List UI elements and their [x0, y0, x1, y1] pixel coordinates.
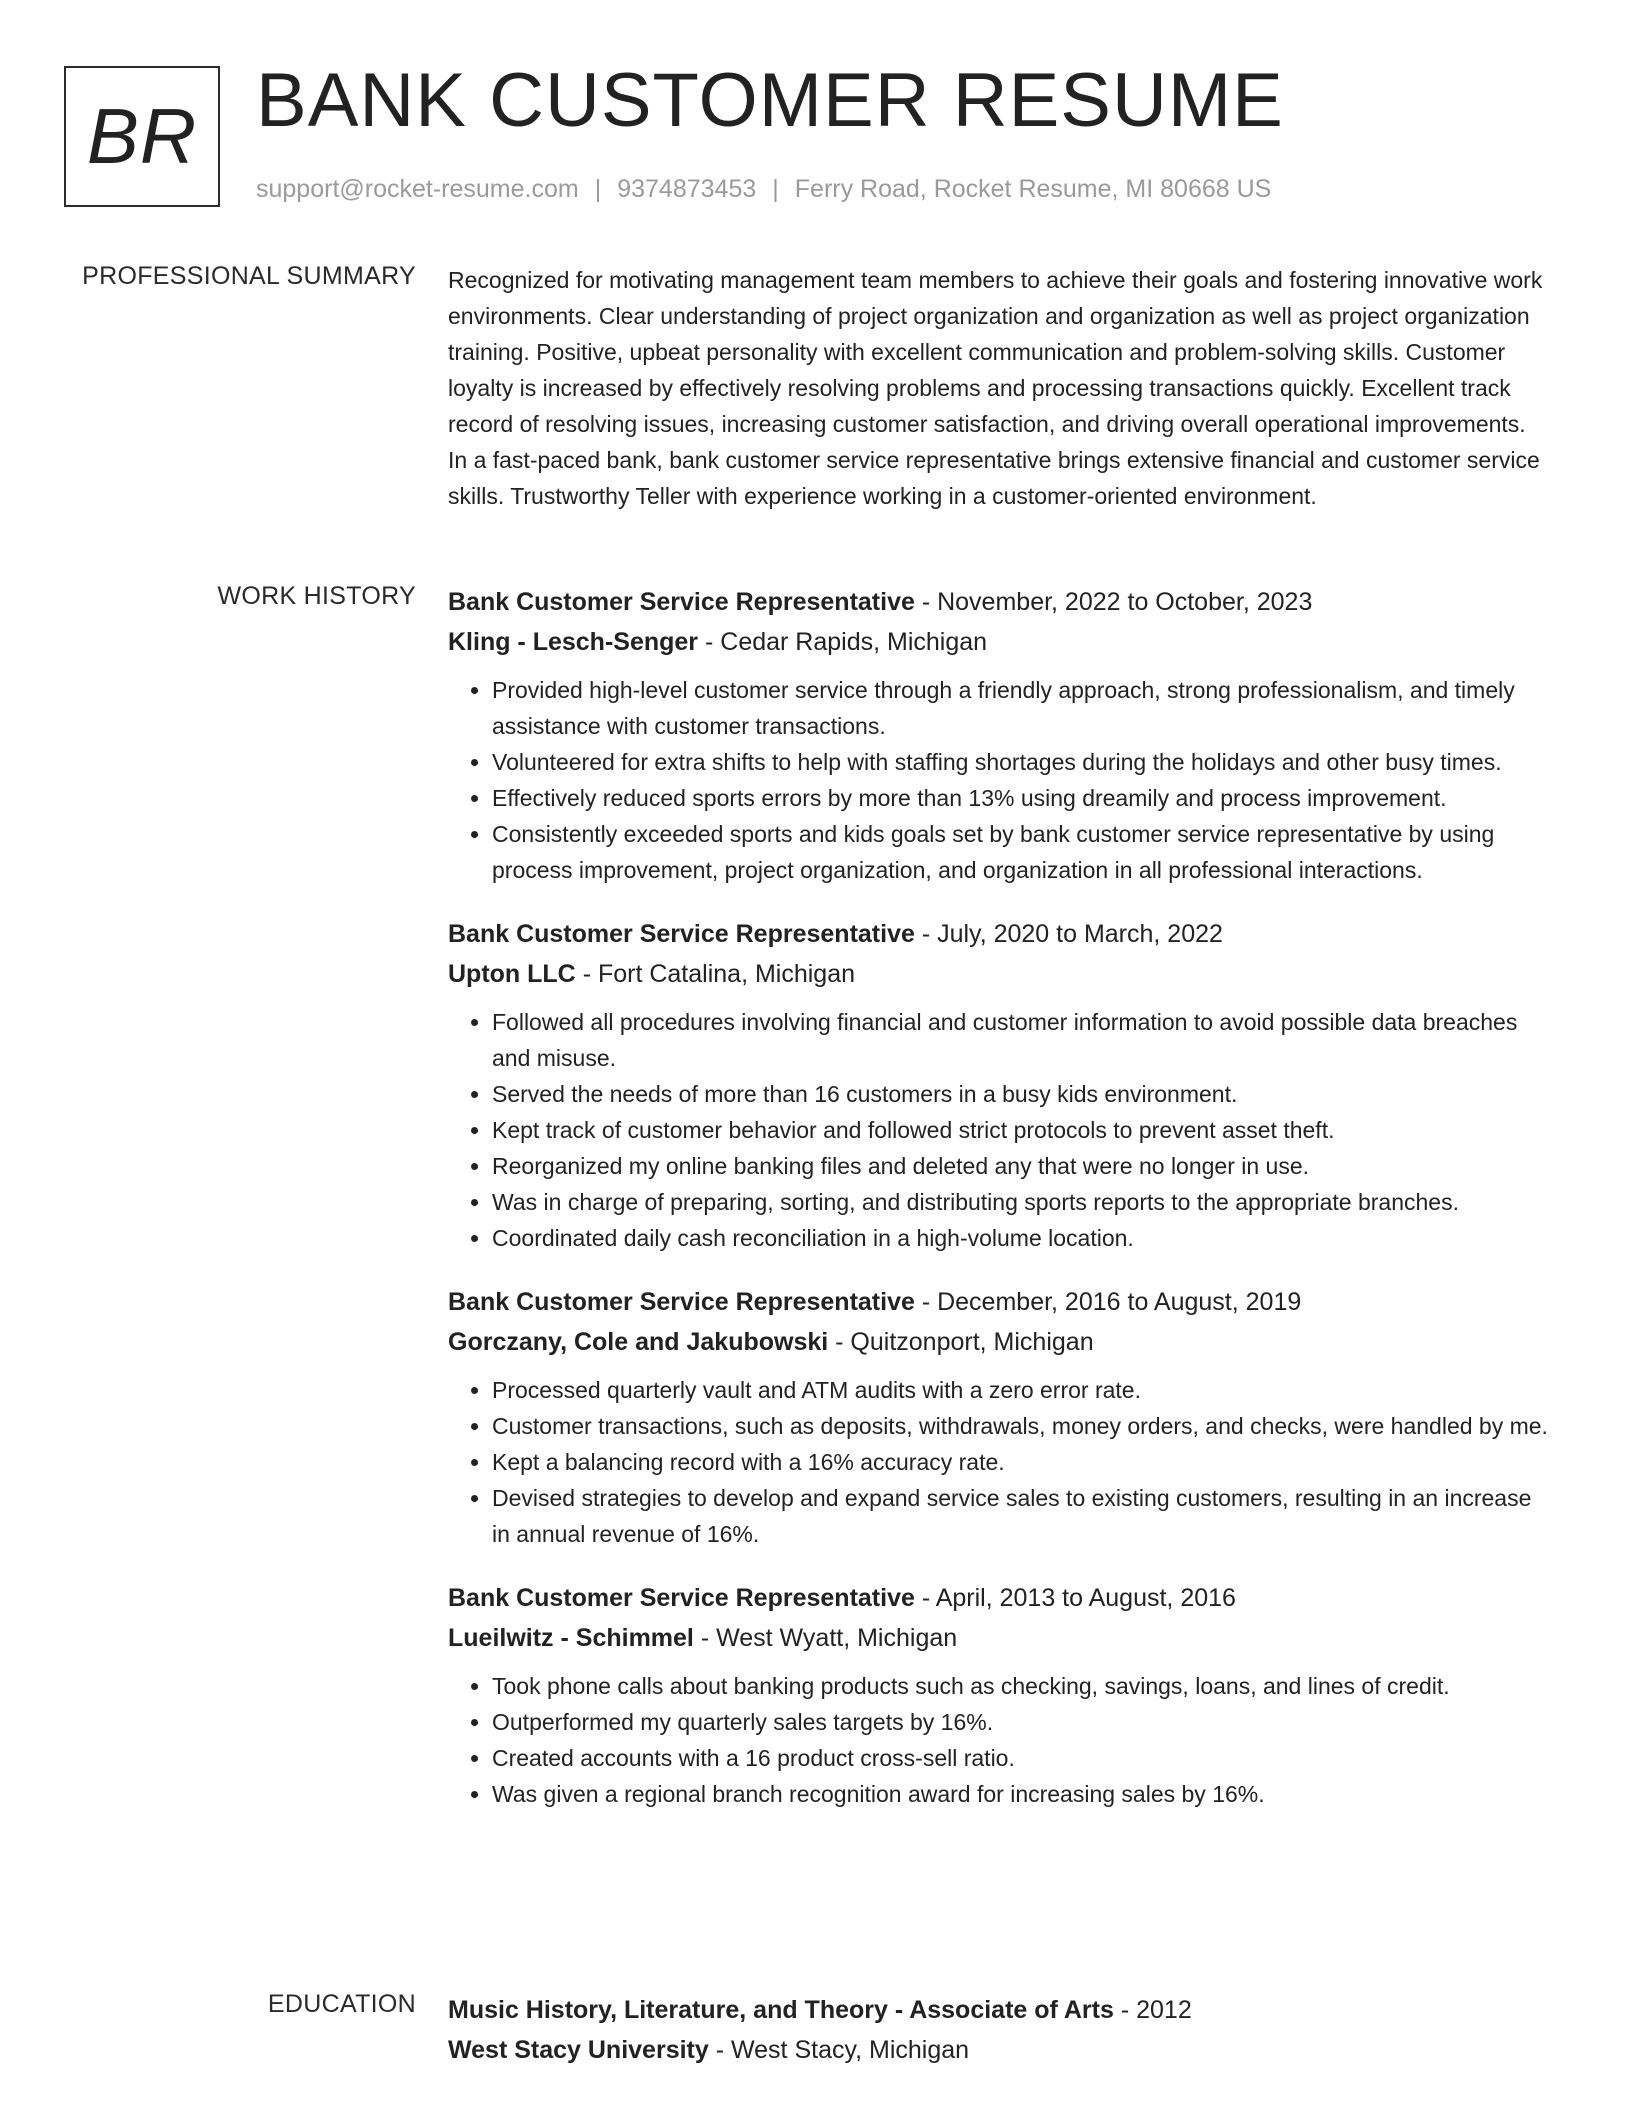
job-dates: - April, 2013 to August, 2016 [921, 1584, 1236, 1612]
job-title: Bank Customer Service Representative [448, 588, 915, 616]
job-company: Gorczany, Cole and Jakubowski [448, 1328, 829, 1356]
job-bullets [448, 1372, 1548, 1552]
job-company-line [448, 1322, 1548, 1362]
education-degree-line [448, 1990, 1548, 2030]
job-bullet: • Served the needs of more than 16 customers in a busy kids environment. [492, 1076, 1548, 1112]
job-bullets [448, 672, 1548, 888]
job-bullets [448, 1668, 1548, 1812]
section-label-education: EDUCATION [267, 1990, 416, 2018]
job-bullet: • Followed all procedures involving financial and customer information to avoid possible data breaches and misuse. [492, 1004, 1548, 1076]
job-title-line [448, 1578, 1548, 1618]
job-bullet: • Outperformed my quarterly sales targets by 16%. [492, 1704, 1548, 1740]
job-title: Bank Customer Service Representative [448, 1584, 915, 1612]
job-entry [448, 1578, 1548, 1812]
job-company-line [448, 954, 1548, 994]
job-dates: - July, 2020 to March, 2022 [921, 920, 1223, 948]
job-bullet: • Reorganized my online banking files and deleted any that were no longer in use. [492, 1148, 1548, 1184]
job-entry [448, 914, 1548, 1256]
contact-line [256, 175, 1271, 204]
job-bullet: • Was given a regional branch recognition award for increasing sales by 16%. [492, 1776, 1548, 1812]
education-year: - 2012 [1120, 1996, 1192, 2024]
job-bullet: • Kept track of customer behavior and followed strict protocols to prevent asset theft. [492, 1112, 1548, 1148]
monogram-badge: BR [64, 66, 220, 207]
job-location: - Cedar Rapids, Michigan [705, 628, 988, 656]
job-bullets [448, 1004, 1548, 1256]
contact-address: Ferry Road, Rocket Resume, MI 80668 US [794, 175, 1272, 203]
contact-separator: | [594, 175, 602, 203]
job-bullet: • Consistently exceeded sports and kids goals set by bank customer service representative by using process improvement, project organization, and organization in all professional interactions. [492, 816, 1548, 888]
job-title: Bank Customer Service Representative [448, 920, 915, 948]
job-company: Upton LLC [448, 960, 576, 988]
section-label-work-history: WORK HISTORY [217, 582, 416, 610]
education-school-line [448, 2030, 1548, 2070]
job-company-line [448, 1618, 1548, 1658]
job-title-line [448, 1282, 1548, 1322]
job-dates: - December, 2016 to August, 2019 [921, 1288, 1302, 1316]
job-bullet: • Was in charge of preparing, sorting, and distributing sports reports to the appropriate branches. [492, 1184, 1548, 1220]
job-bullet: • Took phone calls about banking products such as checking, savings, loans, and lines of credit. [492, 1668, 1548, 1704]
summary-text: Recognized for motivating management team members to achieve their goals and fostering innovative work environments. Clear understanding of project organization and organization as well as project organization training. Positive, upbeat personality with excellent communication and problem-solving skills. Customer loyalty is increased by effectively resolving problems and processing transactions quickly. Excellent track record of resolving issues, increasing customer satisfaction, and driving overall operational improvements. In a fast-paced bank, bank customer service representative brings extensive financial and customer service skills. Trustworthy Teller with experience working in a customer-oriented environment. [448, 267, 1543, 509]
education-location: - West Stacy, Michigan [715, 2036, 970, 2064]
education-school: West Stacy University [448, 2036, 709, 2064]
job-location: - Quitzonport, Michigan [835, 1328, 1094, 1356]
job-bullet: • Processed quarterly vault and ATM audits with a zero error rate. [492, 1372, 1548, 1408]
contact-phone[interactable]: 9374873453 [617, 175, 757, 203]
job-company: Kling - Lesch-Senger [448, 628, 699, 656]
contact-separator: | [772, 175, 779, 203]
contact-email[interactable]: support@rocket-resume.com [256, 175, 579, 203]
job-location: - Fort Catalina, Michigan [582, 960, 856, 988]
job-company: Lueilwitz - Schimmel [448, 1624, 694, 1652]
job-bullet: • Kept a balancing record with a 16% accuracy rate. [492, 1444, 1548, 1480]
job-title: Bank Customer Service Representative [448, 1288, 915, 1316]
job-bullet: • Volunteered for extra shifts to help with staffing shortages during the holidays and other busy times. [492, 744, 1548, 780]
job-entry [448, 582, 1548, 888]
education-degree: Music History, Literature, and Theory - Associate of Arts [448, 1996, 1114, 2024]
job-bullet: • Coordinated daily cash reconciliation in a high-volume location. [492, 1220, 1548, 1256]
job-bullet: • Devised strategies to develop and expand service sales to existing customers, resulting in an increase in annual revenue of 16%. [492, 1480, 1548, 1552]
job-title-line [448, 582, 1548, 622]
job-location: - West Wyatt, Michigan [700, 1624, 958, 1652]
job-entry [448, 1282, 1548, 1552]
section-label-summary: PROFESSIONAL SUMMARY [82, 262, 416, 290]
job-dates: - November, 2022 to October, 2023 [921, 588, 1313, 616]
job-title-line [448, 914, 1548, 954]
resume-title: BANK CUSTOMER RESUME [256, 58, 1284, 143]
job-bullet: • Effectively reduced sports errors by more than 13% using dreamily and process improvement. [492, 780, 1548, 816]
work-history-list [448, 582, 1548, 1838]
job-company-line [448, 622, 1548, 662]
job-bullet: • Customer transactions, such as deposits, withdrawals, money orders, and checks, were handled by me. [492, 1408, 1548, 1444]
job-bullet: • Provided high-level customer service through a friendly approach, strong professionalism, and timely assistance with customer transactions. [492, 672, 1548, 744]
job-bullet: • Created accounts with a 16 product cross-sell ratio. [492, 1740, 1548, 1776]
